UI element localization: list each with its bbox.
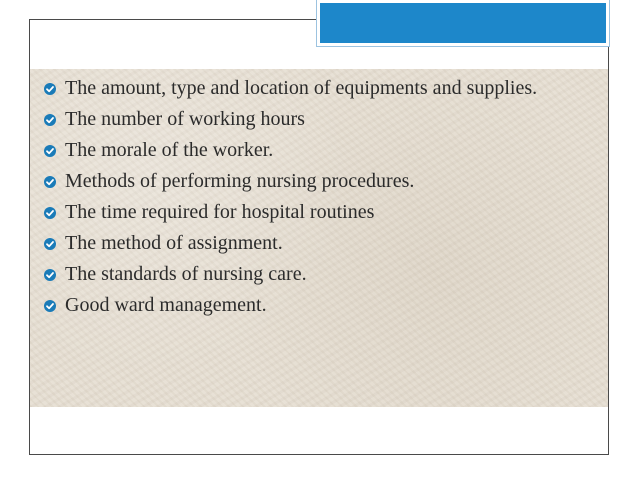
bullet-text: The standards of nursing care. (65, 263, 307, 285)
list-item (44, 200, 584, 225)
bullet-text: The time required for hospital routines (65, 201, 375, 223)
bullet-text: The method of assignment. (65, 232, 283, 254)
list-item (44, 138, 584, 163)
list-item (44, 169, 584, 194)
circle-check-icon (44, 145, 56, 157)
circle-check-icon (44, 207, 56, 219)
bullet-text: The amount, type and location of equipments and supplies. (65, 77, 538, 99)
bullet-text: The number of working hours (65, 108, 305, 130)
list-item (44, 76, 584, 101)
list-item (44, 107, 584, 132)
circle-check-icon (44, 114, 56, 126)
bullet-list (44, 76, 584, 324)
circle-check-icon (44, 83, 56, 95)
circle-check-icon (44, 269, 56, 281)
bullet-text: Good ward management. (65, 294, 267, 316)
list-item (44, 231, 584, 256)
list-item (44, 293, 584, 318)
circle-check-icon (44, 238, 56, 250)
list-item (44, 262, 584, 287)
circle-check-icon (44, 300, 56, 312)
circle-check-icon (44, 176, 56, 188)
bullet-text: Methods of performing nursing procedures. (65, 170, 415, 192)
bullet-text: The morale of the worker. (65, 139, 274, 161)
title-accent-block (317, 0, 609, 46)
